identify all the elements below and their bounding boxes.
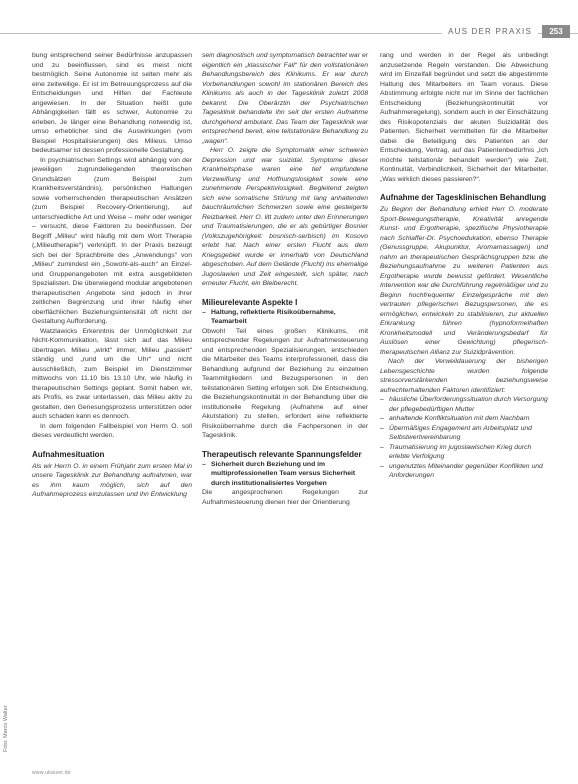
list-item: – häusliche Überforderungssituation durch Versorgung der pflegebedürftigen Mutter (380, 395, 548, 414)
column-2 (202, 51, 368, 507)
heading-aufnahmesituation: Aufnahmesituation (32, 449, 105, 459)
list-item: – Haltung, reflektierte Risikoübernahme, Teamarbeit (202, 308, 368, 327)
photo-credit: Foto: Marco Walter (3, 705, 9, 752)
heading-aufnahme-tagesklinik: Aufnahme der Tagesklinischen Behandlung (380, 193, 547, 202)
list-item: – Traumatisierung im jugoslawischen Krieg durch erlebte Verfolgung (380, 443, 548, 462)
paragraph-italic: Nach der Verweildauerung der bisherigen Lebensgeschichte wurden folgende stressorverstärkenden beziehungsweise aufrechterhaltenden Faktoren identifiziert: (380, 358, 548, 394)
tension-list (202, 460, 368, 489)
paragraph: Die angesprochenen Regelungen zur Aufnahmesteuerung dienen hier der Orientierung (202, 489, 368, 506)
section-title: AUS DER PRAXIS (442, 27, 538, 36)
list-item: – Sicherheit durch Beziehung und im multiprofessionellen Team versus Sicherheit durch institutionalisiertes Vorgehen (202, 460, 368, 489)
paragraph: Watzlawicks Erkenntnis der Unmöglichkeit zur Nicht-Kommunikation, lässt sich auf das Milieu übertragen. Milieu „wirkt“ immer, Milieu „passiert“ ständig und „rund um die Uhr“ und nicht ausschließlich, zum Beispiel im Dienstzimmer mittwochs von 11.10 bis 13.10 Uhr, wie häufig in therapeutischen Settings geplant. Somit haben wir, als Profis, es zwar unterlassen, das Milieu aktiv zu gestalten, den Genesungsprozess unterstützen oder auch schaden kann es dennoch. (32, 327, 192, 420)
column-3 (380, 51, 548, 481)
paragraph: In psychiatrischen Settings wird abhängig von der jeweiligen zugrundeliegenden theoretischen Grundsätzen (zum Beispiel zum Krankheitsverständnis), persönlichen Haltungen sowie vorherrschenden therapeutischen Ansätzen (zum Beispiel Recovery-Orientierung), auf unterschiedliche Art und Weise – mehr oder weniger – versucht, diese Faktoren zu beeinflussen. Der Begriff „Milieu“ wird häufig mit dem Wort Therapie („Milieutherapie“) verknüpft. In der Praxis bezeugt sich bei der Sprachbreite des „Anwendungs“ von „Milieu“ zumindest ein „Sowohl-als-auch“ an Einzel- und Gruppenangeboten mit extra ausgebildeten Spezialisten. Die überwiegend modular angebotenen therapeutischen Angebote sind jedoch in ihrer zeitlichen Begrenzung und ihrer häufig eher oberflächlichen Beziehungsintensität oft nicht der Gestaltung Aufforderung. (32, 156, 192, 325)
paragraph-italic: Als wir Herrn O. in einem Frühjahr zum ersten Mal in unsere Tagesklinik zur Behandlung aufnahmen, war es ihm kaum möglich, sich auf den Aufnahmeprozess einzulassen und ihn Entwicklung (32, 462, 192, 498)
aspect-list (202, 308, 368, 327)
footer-url: www.ukaiser.de (32, 770, 71, 776)
list-item: – anhaltende Konfliktsituation mit dem Nachbarn (380, 414, 548, 424)
paragraph: rang und werden in der Regel als unbedingt anzusetzende Regeln verstanden. Die Abweichung wird im Einzelfall begründet und setzt die abgestimmte Haltung des Mitarbeiters im Team voraus. Diese Abstimmung erfolgte nicht nur im Sinne der fachlichen Entscheidung (Beziehungskontinuität vor Aufnahmeregelung), sondern auch in der Einschätzung des Risikopotenzials der akuten Suizidalität des Patienten. Sicherheit vermittelten für die Mitarbeiter dabei die Beteiligung des Patienten an der Entscheidung, Vertrag, auf das Patientenbedürfnis „Ich möchte teilstationär behandelt werden“) wie Zeit, Kontinuität, Verbindlichkeit, Sicherheit der Mitarbeiter, „Was wirklich dieses passieren?“. (380, 52, 548, 183)
paragraph-italic: sein diagnostisch und symptomatisch betrachtet war er eigentlich ein „klassischer Fall“ für den vollstationären Behandlungsbereich des Klinikums. Er war durch Vorbehandlungen sowohl im stationären Bereich des Klinikums als auch in der Tagesklinik zuletzt 2008 bekannt. Die Oberärztin der Psychiatrischen Tagesklinik behandelte ihn seit der ersten Aufnahme durchgehend ambulant. Das Team der Tagesklinik war entsprechend bereit, eine teilstationäre Behandlung zu „wagen“. (202, 52, 368, 145)
paragraph: bung entsprechend seiner Bedürfnisse anzupassen und zu beeinflussen, sind es meist nicht bestmöglich. Seine Autonomie ist selten mehr als eine zeitweilige. Er ist im Betreuungsprozess auf die Entscheidungen und Hilfen der Fachleute angewiesen. In der Situation heißt gute Abhängigkeiten fällt es schwer, Autonomie zu erleben. Je länger eine Behandlung notwendig ist, umso erheblicher sind die Auswirkungen (vom Beispiel Hospitalisierungen) des Milieus. Umso bedeutsamer ist dessen professionelle Gestaltung. (32, 52, 192, 154)
paragraph-italic: Zu Beginn der Behandlung erhielt Herr O. moderate Sport-Bewegungstherapie, Kreativität anregende Kunst- und Ergotherapie, spezifische Physiotherapie nach Schlaffer-Dr. Psychoedukation, ebenso Therapie (Genussgruppe, Akupunktur, Aromamassagen) und nahm an therapeutischen Gesprächsgruppen bzw. die Beziehungsaufnahme zu weiteren Patienten aus Ergotherapie wurde bewusst gefördert. Wesentliche Intervention war die Durchführung regelmäßiger und zu Beginn hochfrequenter Einzelgespräche mit den vertrauten pflegerischen Bezugspersonen, die es ermöglichen, entwickeln zu stabilisieren, zur aktuellen Erkrankung führen (hypnoformelhaften Kronkheitsmodell und Veränderungsbedarf für Auslösen einer Gewichtung) pflegerisch-therapeutischen Allianz zur Suizidprävention. (380, 206, 548, 356)
factor-list (380, 395, 548, 481)
column-1 (32, 51, 192, 500)
paragraph: In dem folgenden Fallbeispiel von Herrn O. soll dieses verdeutlicht werden. (32, 422, 192, 439)
paragraph-italic: Herr O. zeigte die Symptomatik einer schweren Depression und war suizidal. Symptome dieser Krankheitsphase waren eine tief empfundene Verzweiflung und Hoffnungslosigkeit sowie eine zunehmende Perspektivlosigkeit. Begleitend zeigten sich eine somatische Störung mit lang anhaltenden bauchräumlichen Schmerzen sowie eine gesteigerte Reizbarkeit. Herr O. litt zudem unter den Erinnerungen und Traumatisierungen, die er als gebürtiger Bosnier (Volkszugehörigkeit: bosnisch-serbisch) im Kosovo erlebt hat. Nach einer ersten Flucht aus dem Kriegsgebiet wurde er innerhalb von Deutschland abgeschoben. Auf dem Gelände (Flucht) ins ehemalige Jugoslawien und Zeit eingestellt, sich später, nach erneuter Flucht, ein Bleiberecht. (202, 147, 368, 287)
page-number: 253 (542, 25, 570, 38)
heading-spannungsfelder: Therapeutisch relevante Spannungsfelder (202, 449, 362, 459)
list-item: – Übermäßiges Engagement am Arbeitsplatz und Selbstwertvereinbarung (380, 424, 548, 443)
heading-milieurelevante-aspekte: Milieurelevante Aspekte I (202, 297, 298, 307)
page-header (0, 25, 578, 47)
list-item: – ungenutztes Miteinander gegenüber Konflikten und Anforderungen (380, 462, 548, 481)
paragraph: Obwohl Teil eines großen Klinikums, mit entsprechender Regelungen zur Aufnahmesteuerung und entsprechenden Spezialisierungen, entschieden die Mitarbeiter des Teams interprofessionell, dass die Behandlung aufgrund der Beziehung zu einzelnen Teammitgliedern und Bezugspersonen in den teilstationären Setting erfolgen soll. Die Entscheidung, die Beziehungskontinuität in der Behandlung über die institutionelle Regelung (Aufnahme auf einer Akutstation) zu stellen, erfordert eine reflektierte Risikoübernahme durch die Fachpersonen in der Tagesklinik. (202, 327, 368, 439)
